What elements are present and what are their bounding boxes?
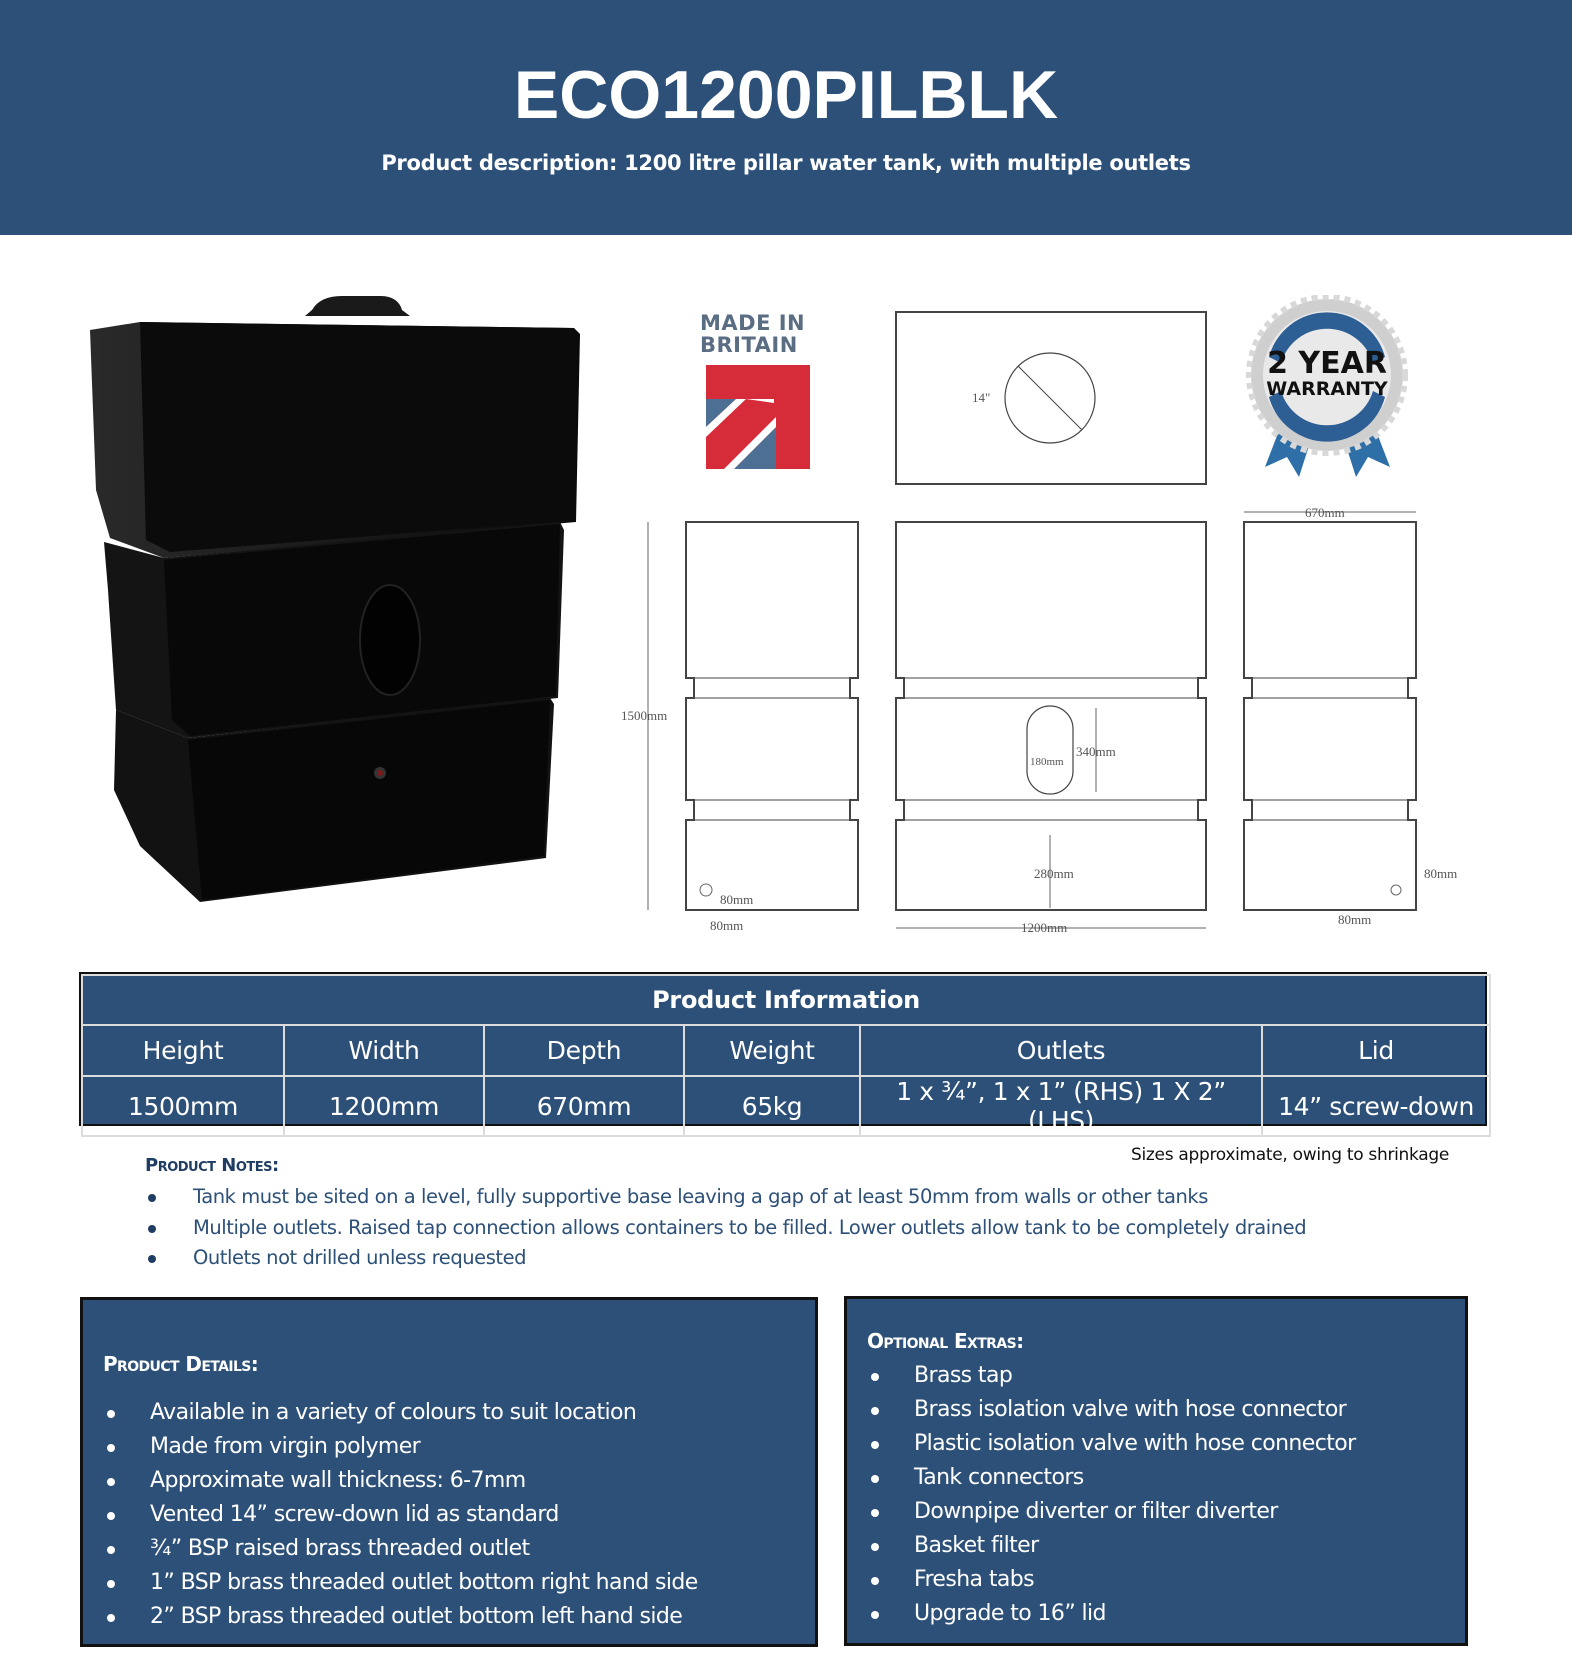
header-banner — [0, 0, 1572, 235]
dim-right-outlet-vertical: 80mm — [1424, 866, 1458, 881]
list-item — [867, 1393, 1465, 1427]
detail-text: Approximate wall thickness: 6-7mm — [150, 1468, 526, 1493]
bullet-icon — [107, 1614, 115, 1622]
svg-text:WARRANTY: WARRANTY — [1266, 378, 1388, 400]
dim-hole-width: 180mm — [1030, 756, 1064, 768]
mib-line2: BRITAIN — [700, 333, 798, 357]
bullet-icon — [107, 1546, 115, 1554]
list-item — [867, 1529, 1465, 1563]
note-text: Outlets not drilled unless requested — [193, 1246, 527, 1269]
note-text: Multiple outlets. Raised tap connection allows containers to be filled. Lower outlets allow tank to be completely drained — [193, 1215, 1307, 1239]
list-item — [103, 1396, 815, 1430]
tank-product-photo — [80, 290, 600, 930]
value-weight: 65kg — [684, 1076, 860, 1136]
product-description: Product description: 1200 litre pillar water tank, with multiple outlets — [381, 151, 1191, 175]
extra-text: Plastic isolation valve with hose connector — [914, 1431, 1356, 1456]
table-header-row — [82, 1025, 1490, 1076]
bullet-icon — [148, 1255, 156, 1263]
list-item — [867, 1495, 1465, 1529]
table-caption: Product Information — [82, 975, 1490, 1025]
list-item — [103, 1566, 815, 1600]
product-notes-heading: Product Notes: — [145, 1155, 279, 1176]
bullet-icon — [148, 1225, 156, 1233]
extra-text: Fresha tabs — [914, 1567, 1034, 1592]
extra-text: Upgrade to 16” lid — [914, 1601, 1106, 1626]
detail-text: 2” BSP brass threaded outlet bottom left hand side — [150, 1604, 683, 1629]
value-depth: 670mm — [484, 1076, 684, 1136]
list-item — [145, 1182, 1395, 1213]
list-item — [867, 1461, 1465, 1495]
list-item — [103, 1532, 815, 1566]
list-item — [145, 1213, 1395, 1244]
warranty-main-text: 2 YEAR — [1267, 346, 1387, 381]
dim-hole-height: 340mm — [1076, 744, 1116, 759]
col-header-lid: Lid — [1262, 1025, 1490, 1076]
bullet-icon — [107, 1478, 115, 1486]
col-header-depth: Depth — [484, 1025, 684, 1076]
dim-height: 1500mm — [621, 708, 668, 723]
bullet-icon — [871, 1407, 879, 1415]
extra-text: Downpipe diverter or filter diverter — [914, 1499, 1278, 1524]
col-header-width: Width — [284, 1025, 484, 1076]
detail-text: Vented 14” screw-down lid as standard — [150, 1502, 559, 1527]
bullet-icon — [107, 1580, 115, 1588]
product-details-box — [80, 1297, 818, 1647]
dim-left-outlet-horizontal: 80mm — [710, 918, 744, 933]
product-code-title: ECO1200PILBLK — [513, 57, 1059, 133]
dim-right-outlet-horizontal: 80mm — [1338, 912, 1372, 927]
list-item — [867, 1359, 1465, 1393]
value-lid: 14” screw-down — [1262, 1076, 1490, 1136]
value-width: 1200mm — [284, 1076, 484, 1136]
value-height: 1500mm — [82, 1076, 284, 1136]
bullet-icon — [871, 1475, 879, 1483]
bullet-icon — [871, 1509, 879, 1517]
bullet-icon — [871, 1441, 879, 1449]
optional-extras-heading: Optional Extras: — [867, 1329, 1024, 1353]
extra-text: Brass tap — [914, 1363, 1013, 1388]
bullet-icon — [871, 1577, 879, 1585]
list-item — [103, 1498, 815, 1532]
bullet-icon — [107, 1512, 115, 1520]
product-notes — [145, 1155, 1395, 1274]
dim-lid-diameter: 14" — [972, 390, 991, 405]
bullet-icon — [871, 1543, 879, 1551]
list-item — [867, 1563, 1465, 1597]
value-outlets: 1 x ¾”, 1 x 1” (RHS) 1 X 2” (LHS) — [860, 1076, 1262, 1136]
mib-line1: MADE IN — [700, 311, 806, 335]
extra-text: Brass isolation valve with hose connector — [914, 1397, 1347, 1422]
product-details-heading: Product Details: — [103, 1352, 259, 1376]
list-item — [867, 1597, 1465, 1631]
list-item — [867, 1427, 1465, 1461]
bullet-icon — [107, 1444, 115, 1452]
dim-width: 1200mm — [1021, 920, 1068, 935]
col-header-weight: Weight — [684, 1025, 860, 1076]
extra-text: Basket filter — [914, 1533, 1039, 1558]
extra-text: Tank connectors — [914, 1465, 1084, 1490]
list-item — [145, 1243, 1395, 1274]
list-item — [103, 1600, 815, 1634]
dim-depth: 670mm — [1305, 505, 1345, 520]
list-item — [103, 1430, 815, 1464]
col-header-outlets: Outlets — [860, 1025, 1262, 1076]
dim-outlet-height: 280mm — [1034, 866, 1074, 881]
list-item — [103, 1464, 815, 1498]
detail-text: Available in a variety of colours to suit location — [150, 1400, 637, 1425]
bullet-icon — [871, 1373, 879, 1381]
sizes-footnote: Sizes approximate, owing to shrinkage — [1131, 1145, 1450, 1165]
bullet-icon — [871, 1611, 879, 1619]
detail-text: ¾” BSP raised brass threaded outlet — [150, 1536, 530, 1561]
detail-text: Made from virgin polymer — [150, 1434, 421, 1459]
optional-extras-box — [844, 1296, 1468, 1646]
dim-left-outlet-vertical: 80mm — [720, 892, 754, 907]
bullet-icon — [107, 1410, 115, 1418]
table-row — [82, 1076, 1490, 1136]
bullet-icon — [148, 1194, 156, 1202]
detail-text: 1” BSP brass threaded outlet bottom right hand side — [150, 1570, 698, 1595]
note-text: Tank must be sited on a level, fully supportive base leaving a gap of at least 50mm from walls or other tanks — [193, 1185, 1208, 1208]
product-information-table — [79, 972, 1487, 1135]
technical-drawings — [610, 300, 1460, 950]
col-header-height: Height — [82, 1025, 284, 1076]
